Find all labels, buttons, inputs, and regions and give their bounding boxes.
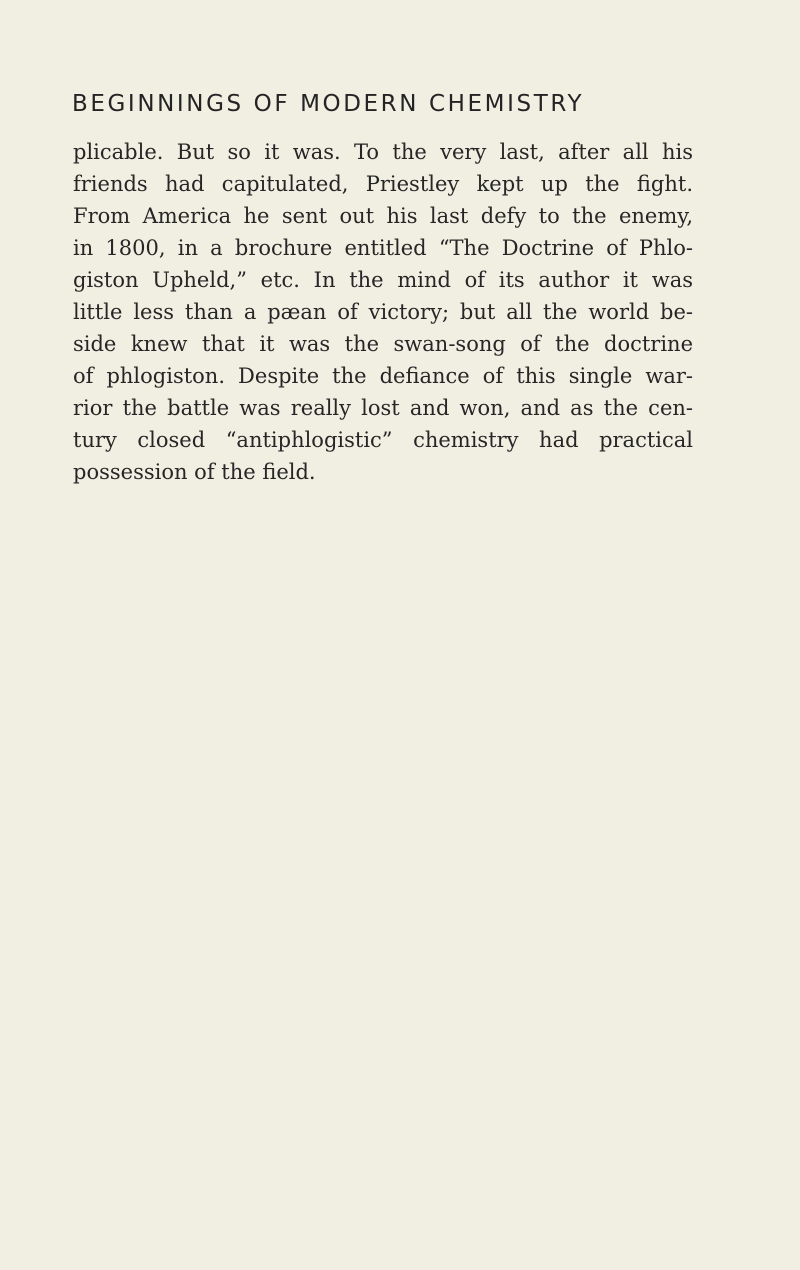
text-line: rior the battle was really lost and won, and as the cen- [73,396,693,420]
running-head: BEGINNINGS OF MODERN CHEMISTRY [72,91,585,117]
text-line: plicable. But so it was. To the very last, after all his [73,140,693,164]
text-line: From America he sent out his last defy to the enemy, [73,204,693,228]
body-paragraph [73,136,693,488]
text-line: side knew that it was the swan-song of the doctrine [73,332,693,356]
text-line: giston Upheld,” etc. In the mind of its author it was [73,268,693,292]
text-line: possession of the field. [73,460,316,484]
text-line: little less than a pæan of victory; but all the world be- [73,300,693,324]
text-line: of phlogiston. Despite the defiance of this single war- [73,364,693,388]
text-line: in 1800, in a brochure entitled “The Doctrine of Phlo- [73,236,693,260]
text-line: tury closed “antiphlogistic” chemistry had practical [73,428,693,452]
text-line: friends had capitulated, Priestley kept up the fight. [73,172,693,196]
